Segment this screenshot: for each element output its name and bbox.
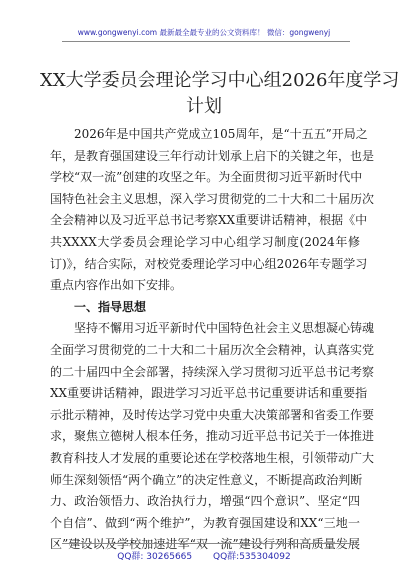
- text-line: 教育科技人才发展的重要论述在学校落地生根，引领带动广大: [50, 450, 375, 465]
- text-line: 订)》，结合实际，对校党委理论学习中心组2026年专题学习: [50, 256, 368, 271]
- text-line: 的二十届四中全会部署，持续深入学习贯彻习近平总书记考察: [50, 364, 375, 379]
- header-watermark-text: www.gongwenyi.com 最新最全最专业的公文资料库！ 微信：gongwenyj: [77, 28, 331, 37]
- text-line: 年，是教育强国建设三年行动计划承上启下的关键之年，也是: [50, 148, 375, 163]
- text-line: 学校“双一流”创建的攻坚之年。为全面贯彻习近平新时代中: [50, 170, 363, 185]
- text-line: 求，聚焦立德树人根本任务，推动习近平总书记关于一体推进: [50, 429, 375, 444]
- document-title: [40, 68, 400, 120]
- text-line: 2026年是中国共产党成立105周年，是“十五五”开局之: [74, 127, 368, 141]
- text-line: 师生深刻领悟“两个确立”的决定性意义，不断提高政治判断: [50, 472, 363, 487]
- section-heading-guiding-ideology: 一、指导思想: [74, 299, 147, 314]
- text-line: 个自信”、做到“两个维护”，为教育强国建设和XX“三地一: [50, 515, 360, 530]
- text-line: 全面学习贯彻党的二十大和二十届历次全会精神，认真落实党: [50, 342, 375, 357]
- text-line: 坚持不懈用习近平新时代中国特色社会主义思想凝心铸魂: [74, 321, 375, 336]
- text-line: 示批示精神，及时传达学习党中央重大决策部署和省委工作要: [50, 407, 375, 422]
- text-line: XX重要讲话精神，跟进学习习近平总书记重要讲话和重要指: [50, 386, 368, 401]
- title-line-1: XX大学委员会理论学习中心组2026年度学习: [40, 70, 400, 91]
- header-divider: [62, 41, 350, 42]
- title-line-2: 计划: [186, 96, 222, 117]
- footer-divider: [62, 543, 350, 544]
- text-line: 共XXXX大学委员会理论学习中心组学习制度(2024年修: [50, 234, 360, 249]
- footer-qq-group-1: QQ群: 30265665: [117, 552, 193, 562]
- guiding-ideology-paragraph: [50, 318, 375, 556]
- text-line: 国特色社会主义思想，深入学习贯彻党的二十大和二十届历次: [50, 191, 375, 206]
- text-line: 全会精神以及习近平总书记考察XX重要讲话精神，根据《中: [50, 213, 368, 228]
- text-line: 力、政治领悟力、政治执行力，增强“四个意识”、坚定“四: [50, 494, 360, 509]
- footer-qq-group-2: QQ群:535304092: [213, 552, 291, 562]
- intro-paragraph: [50, 124, 375, 297]
- page-header: [0, 0, 408, 46]
- document-body: [50, 124, 375, 556]
- text-line: 区”建设以及学校加速进军“双一流”建设行列和高质量发展: [50, 537, 360, 552]
- page-footer: [0, 549, 408, 562]
- text-line: 重点内容作出如下安排。: [50, 278, 183, 293]
